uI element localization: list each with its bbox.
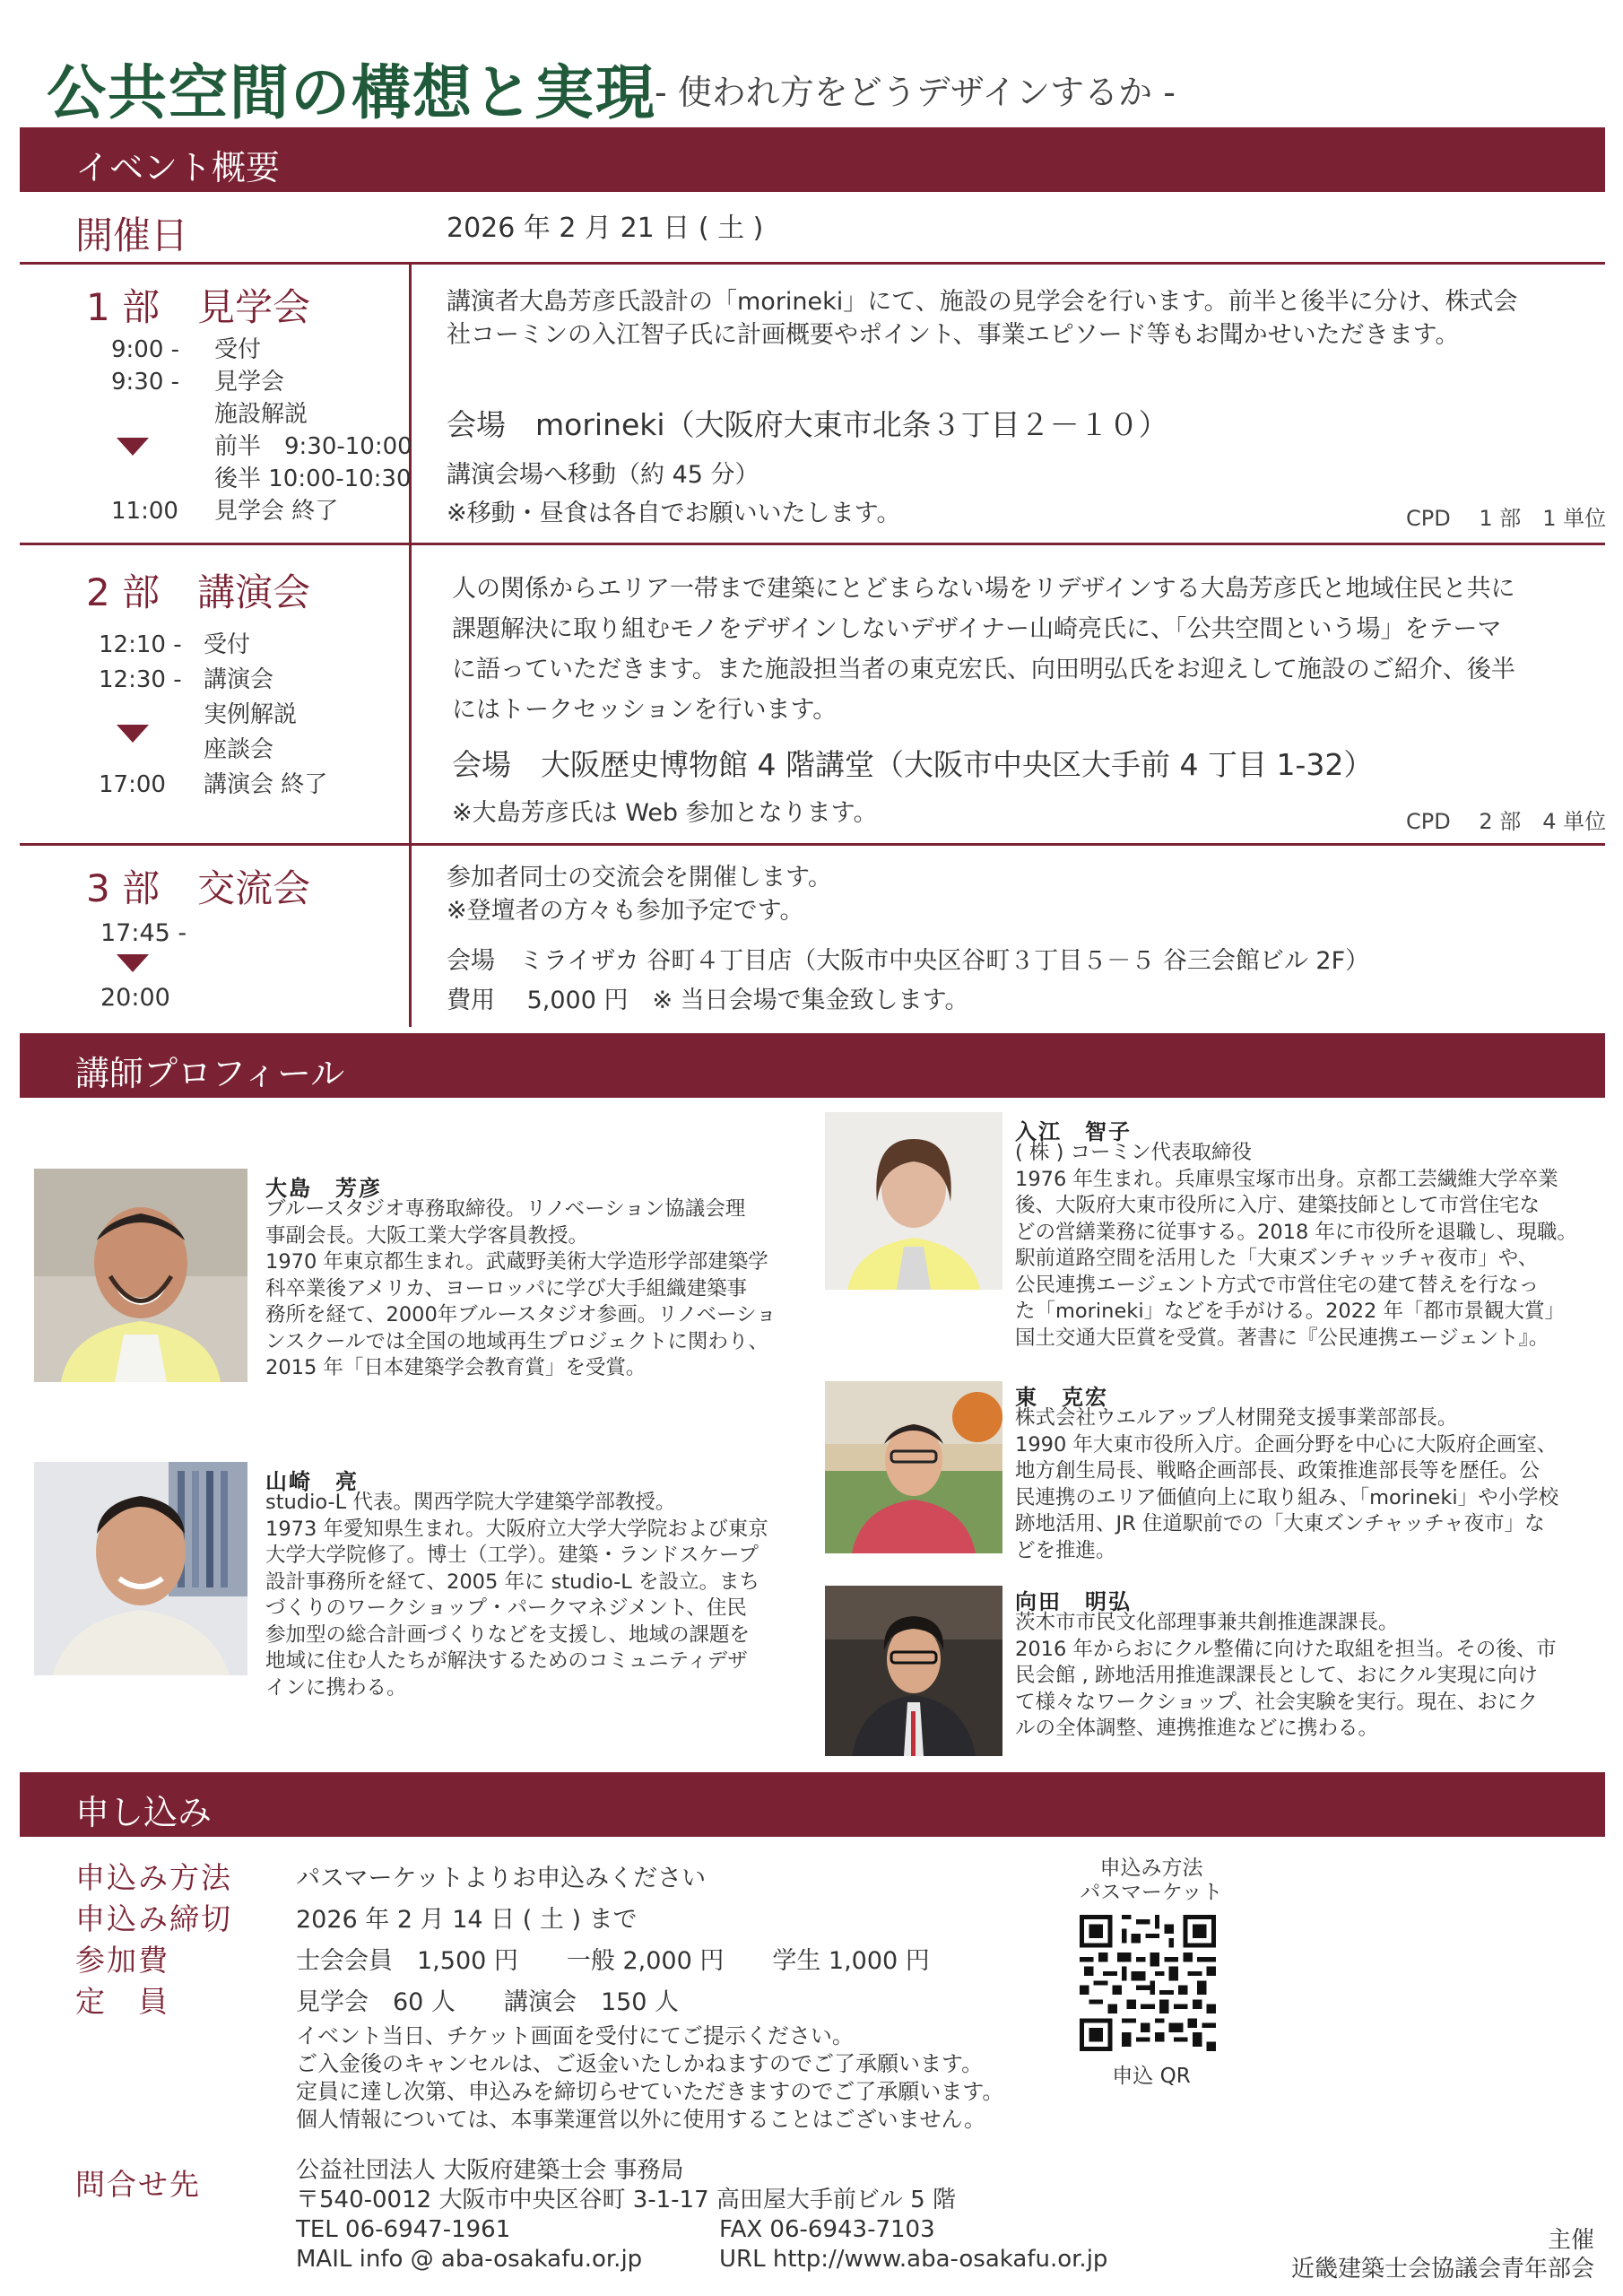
part2-note: ※大島芳彦氏は Web 参加となります。 (452, 799, 878, 827)
profile-name: 山崎 亮 (265, 1469, 359, 1494)
part1-notes (447, 456, 900, 533)
contact-tel: TEL 06-6947-1961 (296, 2216, 511, 2243)
part3-venue: 会場 ミライザカ 谷町４丁目店（大阪市中央区谷町３丁目５－５ 谷三会館ビル 2F） (447, 947, 1370, 975)
yamazaki-photo (34, 1462, 247, 1675)
desc-line: 参加者同士の交流会を開催します。 (447, 864, 832, 891)
schedule-time (99, 733, 204, 768)
profile-text (1015, 1610, 1557, 1743)
profile-line: 民会館 , 跡地活用推進課課長として、おにクル実現に向け (1015, 1664, 1538, 1687)
organizer (1255, 2226, 1594, 2283)
part3-description (447, 861, 832, 927)
desc-line: 課題解決に取り組むモノをデザインしないデザイナー山崎亮氏に、「公共空間という場」をテーマ (452, 615, 1502, 643)
section-bar-label: 申し込み (75, 1793, 213, 1832)
section-bar-label: イベント概要 (75, 148, 281, 187)
profile-line: て様々なワークショップ、社会実験を実行。現在、おにク (1015, 1690, 1538, 1714)
profile-text (1015, 1405, 1558, 1564)
part2-description (452, 569, 1515, 730)
profile-line: 公民連携エージェント方式で市営住宅の建て替えを行なっ (1015, 1273, 1540, 1297)
profile-line: 2016 年からおにクル整備に向けた取組を担当。その後、市 (1015, 1637, 1557, 1661)
part2-cpd: CPD 2 部 4 単位 (1406, 809, 1607, 834)
profile-line: ( 株 ) コーミン代表取締役 (1015, 1141, 1253, 1164)
qr-caption-line: パスマーケット (1080, 1881, 1223, 1904)
contact-mail[interactable]: MAIL info @ aba-osakafu.or.jp (296, 2246, 643, 2273)
profile-line: 設計事務所を経て、2005 年に studio-L を設立。まち (265, 1570, 759, 1594)
application-method-value: パスマーケットよりお申込みください (296, 1865, 707, 1892)
schedule-item: 見学会 終了 (214, 498, 339, 525)
desc-line: にはトークセッションを行います。 (452, 696, 838, 724)
schedule-time (111, 463, 214, 495)
divider (20, 262, 1605, 265)
profile-name: 大島 芳彦 (265, 1176, 382, 1201)
part2-schedule (99, 628, 327, 803)
desc-line: 講演者大島芳彦氏設計の「morineki」にて、施設の見学会を行います。前半と後半に分け、株式会 (447, 288, 1518, 316)
application-method-label: 申込み方法 (75, 1860, 232, 1895)
contact-url[interactable]: URL http://www.aba-osakafu.or.jp (719, 2246, 1108, 2273)
profile-line: 1973 年愛知県生まれ。大阪府立大学大学院および東京 (265, 1517, 768, 1541)
profile-line: インに携わる。 (265, 1675, 407, 1700)
profile-line: 地域に住む人たちが解決するためのコミュニティデザ (265, 1649, 748, 1673)
profile-line: 参加型の総合計画づくりなどを支援し、地域の課題を (265, 1622, 751, 1647)
profile-line: 茨木市市民文化部理事兼共創推進課課長。 (1015, 1611, 1399, 1634)
qr-code-icon[interactable] (1080, 1915, 1216, 2051)
desc-line: に語っていただきます。また施設担当者の東克宏氏、向田明弘氏をお迎えして施設のご紹介、後半 (452, 656, 1515, 683)
profile-line: studio-L 代表。関西学院大学建築学部教授。 (265, 1491, 676, 1514)
application-deadline-value: 2026 年 2 月 14 日 ( 土 ) まで (296, 1906, 638, 1934)
divider (20, 543, 1605, 545)
note-line: ※移動・昼食は各自でお願いいたします。 (447, 500, 901, 527)
profile-name: 入江 智子 (1015, 1119, 1132, 1144)
schedule-item: 講演会 終了 (204, 771, 328, 798)
part1-schedule (111, 334, 412, 527)
irie-photo (825, 1112, 1002, 1290)
section-bar-profiles (20, 1033, 1605, 1098)
part2-venue: 会場 大阪歴史博物館 4 階講堂（大阪市中央区大手前 4 丁目 1-32） (452, 747, 1374, 782)
profile-line: ブルースタジオ専務取締役。リノベーション協議会理 (265, 1197, 746, 1221)
profile-line: 駅前道路空間を活用した「大東ズンチャッチャ夜市」や、 (1015, 1247, 1539, 1270)
schedule-item: 実例解説 (204, 701, 298, 728)
schedule-item: 前半 9:30-10:00 (214, 433, 412, 460)
note-line: 定員に達し次第、申込みを締切らせていただきますのでご了承願います。 (296, 2079, 1004, 2104)
profile-line: 地方創生局長、戦略企画部長、政策推進部長等を歴任。公 (1015, 1459, 1541, 1483)
section-bar-application (20, 1772, 1605, 1837)
qr-caption-line: 申込み方法 (1099, 1857, 1203, 1880)
schedule-item: 座談会 (204, 736, 274, 763)
part1-cpd: CPD 1 部 1 単位 (1406, 506, 1607, 531)
schedule-item: 施設解説 (214, 401, 308, 428)
part3-details (447, 942, 1369, 1021)
profile-line: 務所を経て、2000年ブルースタジオ参画。リノベーショ (265, 1303, 777, 1326)
schedule-item: 後半 10:00-10:30 (214, 465, 412, 492)
fee-value: 士会会員 1,500 円 一般 2,000 円 学生 1,000 円 (296, 1947, 930, 1975)
profile-line: た「morineki」などを手がける。2022 年「都市景観大賞」 (1015, 1300, 1565, 1323)
profile-line: ルの全体調整、連携推進などに携わる。 (1015, 1717, 1379, 1740)
schedule-time: 17:00 (99, 771, 166, 798)
schedule-time: 11:00 (111, 498, 178, 525)
section-bar-label: 講師プロフィール (75, 1054, 345, 1093)
capacity-label: 定 員 (75, 1984, 169, 2019)
desc-line: ※登壇者の方々も参加予定です。 (447, 897, 804, 925)
profile-text (1015, 1140, 1577, 1352)
note-line: 個人情報については、本事業運営以外に使用することはございません。 (296, 2107, 985, 2132)
profile-name: 向田 明弘 (1015, 1589, 1132, 1614)
schedule-time (111, 398, 214, 430)
higashi-photo (825, 1381, 1002, 1553)
schedule-item: 見学会 (214, 369, 285, 396)
profile-line: 1970 年東京都生まれ。武蔵野美術大学造形学部建築学 (265, 1250, 768, 1274)
organizer-label: 主催 (1547, 2227, 1594, 2254)
part1-venue: 会場 morineki（大阪府大東市北条３丁目２－１０） (447, 407, 1168, 442)
contact-fax: FAX 06-6943-7103 (719, 2216, 935, 2243)
profile-line: 跡地活用、JR 住道駅前での「大東ズンチャッチャ夜市」な (1015, 1512, 1545, 1535)
profile-line: づくりのワークショップ・パークマネジメント、住民 (265, 1596, 747, 1620)
contact-org: 公益社団法人 大阪府建築士会 事務局 (296, 2157, 684, 2184)
application-notes (296, 2022, 1003, 2134)
note-line: ご入金後のキャンセルは、ご返金いたしかねますのでご了承願います。 (296, 2051, 984, 2076)
profile-line: 事副会長。大阪工業大学客員教授。 (265, 1223, 589, 1248)
schedule-time: 12:30 - (99, 666, 182, 693)
date-label: 開催日 (75, 213, 189, 257)
divider (20, 843, 1605, 846)
capacity-value: 見学会 60 人 講演会 150 人 (296, 1988, 680, 2016)
desc-line: 人の関係からエリア一帯まで建築にとどまらない場をリデザインする大島芳彦氏と地域住民と共に (452, 575, 1515, 603)
part3-heading: 3 部 交流会 (86, 866, 311, 910)
note-line: 講演会場へ移動（約 45 分） (447, 461, 759, 489)
oshima-photo (34, 1169, 247, 1382)
date-value: 2026 年 2 月 21 日 ( 土 ) (447, 213, 764, 244)
part1-description (447, 285, 1518, 352)
schedule-item: 講演会 (204, 666, 274, 693)
schedule-time: 9:30 - (111, 369, 180, 396)
application-deadline-label: 申込み締切 (75, 1901, 232, 1936)
schedule-time: 12:10 - (99, 631, 182, 658)
contact-address: 〒540-0012 大阪市中央区谷町 3-1-17 高田屋大手前ビル 5 階 (296, 2187, 956, 2213)
organizer-name: 近畿建築士会協議会青年部会 (1290, 2256, 1594, 2283)
profile-line: どの営繕業務に従事する。2018 年に市役所を退職し、現職。 (1015, 1220, 1577, 1244)
part3-start-time: 17:45 - (100, 919, 187, 947)
profile-line: 1976 年生まれ。兵庫県宝塚市出身。京都工芸繊維大学卒業 (1015, 1167, 1558, 1191)
profile-line: 国土交通大臣賞を受賞。著書に『公民連携エージェント』。 (1015, 1326, 1549, 1350)
profile-line: 1990 年大東市役所入庁。企画分野を中心に大阪府企画室、 (1015, 1432, 1558, 1457)
schedule-time (99, 698, 204, 733)
fee-label: 参加費 (75, 1943, 169, 1978)
arrow-down-icon (117, 438, 149, 456)
desc-line: 社コーミンの入江智子氏に計画概要やポイント、事業エピソード等もお聞かせいただきます。 (447, 321, 1460, 349)
profile-line: 大学大学院修了。博士（工学）。建築・ランドスケープ (265, 1544, 759, 1567)
profile-line: 株式会社ウエルアップ人材開発支援事業部部長。 (1015, 1406, 1458, 1430)
profile-line: ンスクールでは全国の地域再生プロジェクトに関わり、 (265, 1329, 768, 1353)
page-title: 公共空間の構想と実現 (47, 58, 656, 127)
arrow-down-icon (117, 725, 149, 743)
schedule-time: 9:00 - (111, 336, 180, 363)
part2-heading: 2 部 講演会 (86, 570, 311, 614)
note-line: イベント当日、チケット画面を受付にてご提示ください。 (296, 2023, 854, 2048)
section-bar-event (20, 127, 1605, 192)
page-subtitle: - 使われ方をどうデザインするか - (655, 73, 1176, 112)
arrow-down-icon (117, 954, 149, 972)
profile-name: 東 克宏 (1015, 1385, 1108, 1410)
profile-line: 2015 年「日本建築学会教育賞」を受賞。 (265, 1356, 647, 1379)
qr-caption-bottom: 申込 QR (1112, 2065, 1191, 2088)
contact-label: 問合せ先 (75, 2167, 201, 2202)
part3-fee: 費用 5,000 円 ※ 当日会場で集金致します。 (447, 987, 969, 1014)
profile-line: どを推進。 (1015, 1538, 1116, 1562)
part3-end-time: 20:00 (100, 984, 170, 1012)
schedule-item: 受付 (204, 631, 251, 658)
profile-line: 後、大阪府大東市役所に入庁、建築技師として市営住宅な (1015, 1194, 1541, 1217)
schedule-item: 受付 (214, 336, 262, 363)
part1-heading: 1 部 見学会 (86, 285, 311, 329)
profile-line: 民連携のエリア価値向上に取り組み、「morineki」や小学校 (1015, 1485, 1559, 1509)
mukaida-photo (825, 1586, 1002, 1756)
profile-line: 科卒業後アメリカ、ヨーロッパに学び大手組織建築事 (265, 1276, 748, 1300)
profile-text (265, 1196, 777, 1382)
qr-caption-top (1062, 1857, 1241, 1905)
profile-text (265, 1490, 768, 1701)
